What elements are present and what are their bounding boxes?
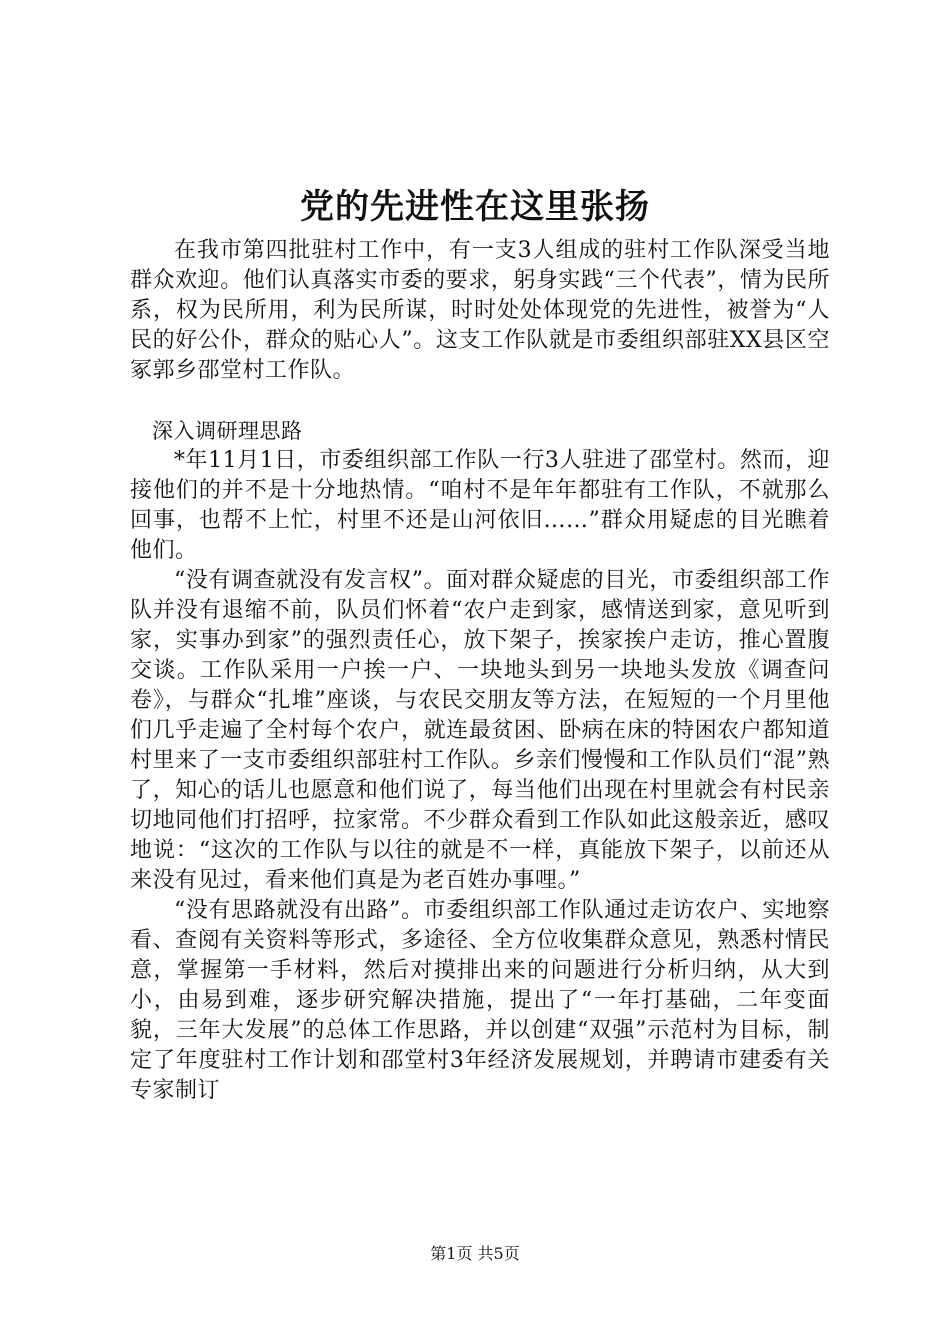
document-body [130, 236, 830, 1106]
body-paragraph-2: “没有调查就没有发言权”。面对群众疑虑的目光，市委组织部工作队并没有退缩不前，队员们怀着“农户走到家，感情送到家，意见听到家，实事办到家”的强烈责任心，放下架子，挨家挨户走访，推心置腹交谈。工作队采用一户挨一户、一块地头到另一块地头发放《调查问卷》，与群众“扎堆”座谈，与农民交朋友等方法，在短短的一个月里他们几乎走遍了全村每个农户，就连最贫困、卧病在床的特困农户都知道村里来了一支市委组织部驻村工作队。乡亲们慢慢和工作队员们“混”熟了，知心的话儿也愿意和他们说了，每当他们出现在村里就会有村民亲切地同他们打招呼，拉家常。不少群众看到工作队如此这般亲近，感叹地说：“这次的工作队与以往的就是不一样，真能放下架子，以前还从来没有见过，看来他们真是为老百姓办事哩。” [130, 568, 830, 893]
section-heading: 深入调研理思路 [152, 419, 303, 443]
document-title: 党的先进性在这里张扬 [300, 187, 650, 227]
body-paragraph-1: *年11月1日，市委组织部工作队一行3人驻进了邵堂村。然而，迎接他们的并不是十分地热情。“咱村不是年年都驻有工作队，不就那么回事，也帮不上忙，村里不还是山河依旧……”群众用疑虑的目光瞧着他们。 [130, 448, 830, 563]
body-paragraph-3: “没有思路就没有出路”。市委组织部工作队通过走访农户、实地察看、查阅有关资料等形式，多途径、全方位收集群众意见，熟悉村情民意，掌握第一手材料，然后对摸排出来的问题进行分析归纳，从大到小，由易到难，逐步研究解决措施，提出了“一年打基础，二年变面貌，三年大发展”的总体工作思路，并以创建“双强”示范村为目标，制定了年度驻村工作计划和邵堂村3年经济发展规划，并聘请市建委有关专家制订 [130, 898, 830, 1103]
intro-paragraph: 在我市第四批驻村工作中，有一支3人组成的驻村工作队深受当地群众欢迎。他们认真落实市委的要求，躬身实践“三个代表”，情为民所系，权为民所用，利为民所谋，时时处处体现党的先进性，被誉为“人民的好公仆，群众的贴心人”。这支工作队就是市委组织部驻XX县区空冢郭乡邵堂村工作队。 [130, 238, 830, 383]
paragraph-spacer [130, 386, 830, 416]
page-footer: 第1页 共5页 [430, 1244, 520, 1263]
